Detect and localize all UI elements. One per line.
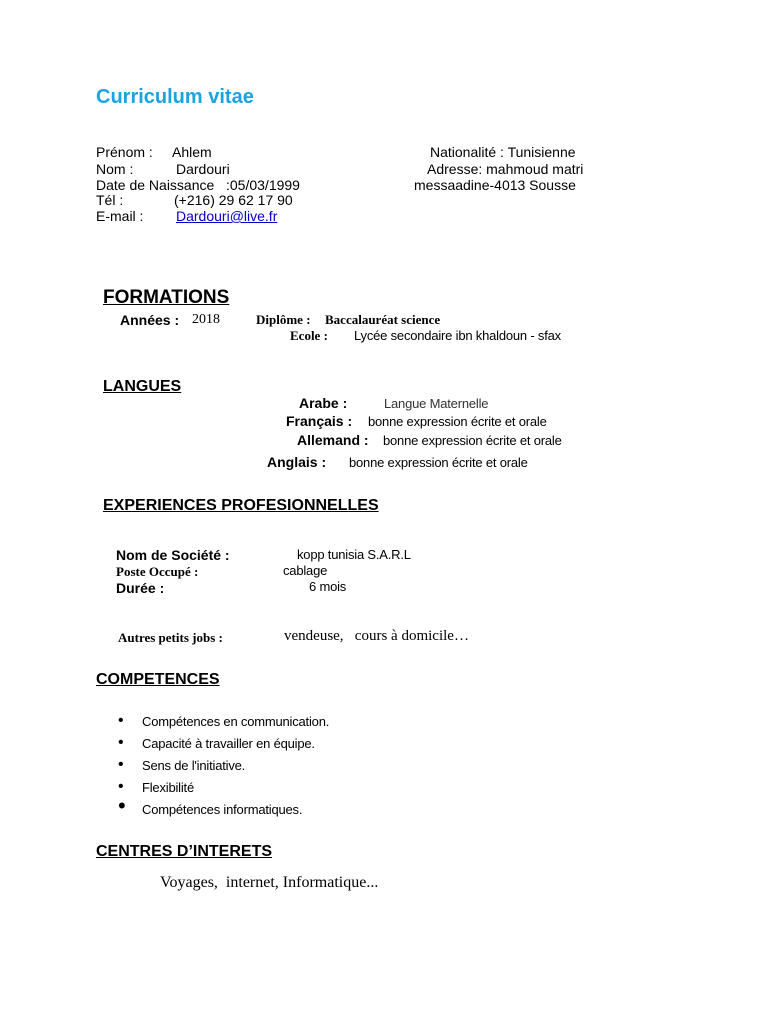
nom-label: Nom : bbox=[96, 161, 134, 177]
autres-jobs-label: Autres petits jobs : bbox=[118, 630, 223, 645]
adresse-line1: Adresse: mahmoud matri bbox=[427, 161, 584, 177]
duree-value: 6 mois bbox=[309, 579, 347, 594]
naissance-value: :05/03/1999 bbox=[226, 177, 300, 193]
list-item: • Capacité à travailler en équipe. bbox=[118, 735, 329, 757]
langue-label: Français : bbox=[286, 413, 353, 429]
langue-value: bonne expression écrite et orale bbox=[383, 433, 562, 448]
naissance-label: Date de Naissance bbox=[96, 177, 215, 193]
annees-label: Années : bbox=[120, 312, 180, 328]
nationalite: Nationalité : Tunisienne bbox=[430, 144, 576, 160]
page-title: Curriculum vitae bbox=[96, 86, 254, 108]
langue-value: bonne expression écrite et orale bbox=[368, 414, 547, 429]
langues-heading: LANGUES bbox=[103, 378, 182, 395]
list-item: • Sens de l'initiative. bbox=[118, 757, 329, 779]
poste-value: cablage bbox=[283, 563, 328, 578]
langue-label: Arabe : bbox=[299, 395, 348, 411]
email-label: E-mail : bbox=[96, 208, 144, 224]
email-link[interactable]: Dardouri@live.fr bbox=[176, 208, 278, 224]
experiences-heading: EXPERIENCES PROFESIONNELLES bbox=[103, 497, 379, 514]
autres-jobs-value: vendeuse, cours à domicile… bbox=[284, 628, 469, 644]
annees-value: 2018 bbox=[192, 312, 220, 327]
interets-heading: CENTRES D’INTERETS bbox=[96, 843, 273, 860]
competences-list bbox=[118, 713, 329, 823]
ecole-value: Lycée secondaire ibn khaldoun - sfax bbox=[354, 328, 561, 343]
tel-label: Tél : bbox=[96, 192, 124, 208]
societe-value: kopp tunisia S.A.R.L bbox=[297, 547, 411, 562]
langue-value: bonne expression écrite et orale bbox=[349, 455, 528, 470]
diplome-value: Baccalauréat science bbox=[325, 312, 441, 327]
langue-value: Langue Maternelle bbox=[384, 396, 489, 411]
societe-label: Nom de Société : bbox=[116, 547, 230, 563]
prenom-label: Prénom : bbox=[96, 144, 153, 160]
ecole-label: Ecole : bbox=[290, 328, 328, 343]
formations-heading: FORMATIONS bbox=[103, 287, 230, 308]
adresse-line2: messaadine-4013 Sousse bbox=[414, 177, 576, 193]
duree-label: Durée : bbox=[116, 580, 165, 596]
tel-value: (+216) 29 62 17 90 bbox=[174, 192, 293, 208]
list-item: • Compétences informatiques. bbox=[118, 801, 329, 823]
poste-label: Poste Occupé : bbox=[116, 564, 199, 579]
interets-value: Voyages, internet, Informatique... bbox=[160, 874, 379, 891]
nom-value: Dardouri bbox=[176, 161, 230, 177]
langue-label: Allemand : bbox=[297, 432, 369, 448]
langue-label: Anglais : bbox=[267, 454, 327, 470]
competences-heading: COMPETENCES bbox=[96, 671, 220, 688]
list-item: • Flexibilité bbox=[118, 779, 329, 801]
prenom-value: Ahlem bbox=[172, 144, 212, 160]
list-item: • Compétences en communication. bbox=[118, 713, 329, 735]
diplome-label: Diplôme : bbox=[256, 312, 311, 327]
